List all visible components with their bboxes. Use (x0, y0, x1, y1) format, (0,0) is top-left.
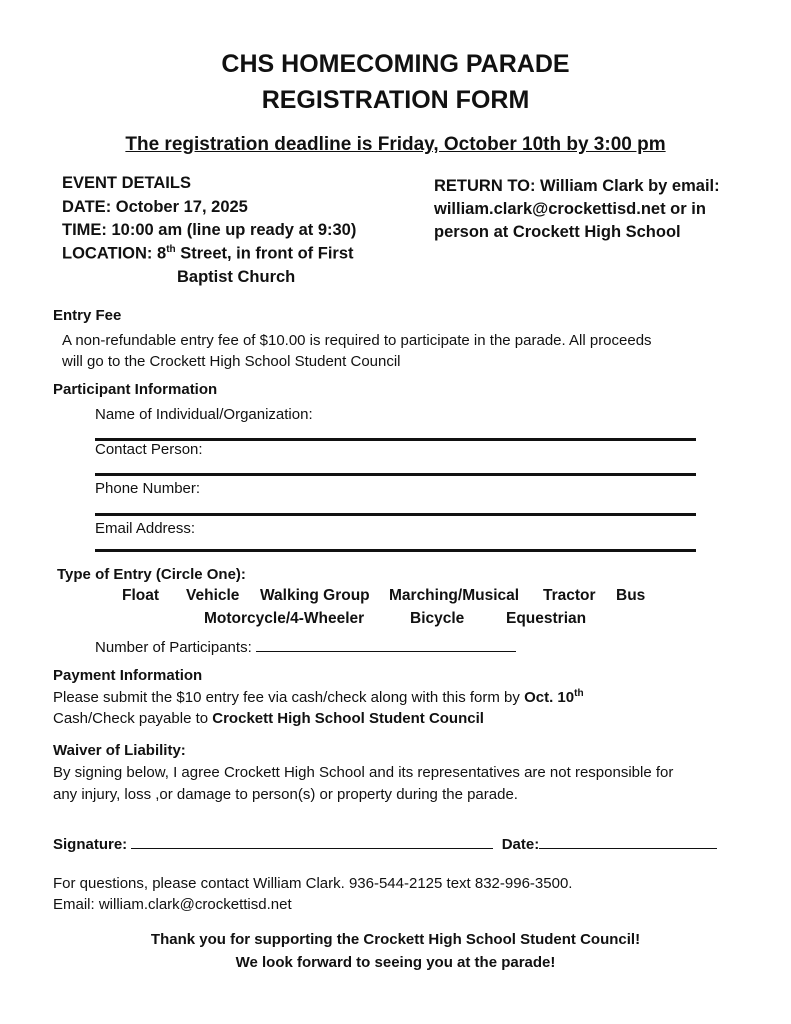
location-text-rest: Street, in front of First (175, 244, 354, 263)
signature-label: Signature: (53, 836, 128, 853)
event-date: DATE: October 17, 2025 (62, 198, 248, 216)
entry-type-heading: Type of Entry (Circle One): (57, 566, 246, 583)
entry-option-walking-group[interactable]: Walking Group (260, 587, 370, 604)
form-title: CHS HOMECOMING PARADE (221, 50, 570, 78)
thanks-line1: Thank you for supporting the Crockett High School Student Council! (150, 931, 641, 948)
payment-line1 (53, 688, 584, 706)
date-field[interactable] (539, 834, 717, 849)
entry-fee-heading: Entry Fee (53, 307, 122, 324)
entry-option-tractor[interactable]: Tractor (543, 587, 596, 604)
payment-text: Please submit the $10 entry fee via cash/check along with this form by (53, 689, 525, 706)
contact-label: Contact Person: (95, 441, 203, 458)
deadline-notice: The registration deadline is Friday, October 10th by 3:00 pm (125, 134, 666, 155)
signature-field[interactable] (131, 834, 493, 849)
name-label: Name of Individual/Organization: (95, 406, 313, 423)
date-label: Date: (501, 836, 540, 853)
participants-field[interactable] (256, 637, 516, 652)
thanks-line2: We look forward to seeing you at the parade! (235, 954, 556, 971)
contact-line2: Email: william.clark@crockettisd.net (53, 896, 292, 913)
return-line1: RETURN TO: William Clark by email: (434, 177, 720, 195)
payment-line2 (53, 710, 484, 727)
participants-count (95, 637, 516, 656)
email-label: Email Address: (95, 520, 196, 537)
return-line3: person at Crockett High School (434, 223, 681, 241)
contact-line1: For questions, please contact William Clark. 936-544-2125 text 832-996-3500. (53, 875, 573, 892)
phone-label: Phone Number: (95, 480, 201, 497)
entry-option-marching[interactable]: Marching/Musical (389, 587, 520, 604)
entry-option-equestrian[interactable]: Equestrian (506, 610, 587, 627)
event-location-line2: Baptist Church (177, 268, 296, 286)
entry-option-bus[interactable]: Bus (616, 587, 646, 604)
event-location (62, 244, 354, 264)
payee: Crockett High School Student Council (212, 710, 484, 727)
payment-heading: Payment Information (53, 667, 203, 684)
entry-option-bicycle[interactable]: Bicycle (410, 610, 465, 627)
signature-row (53, 834, 717, 853)
contact-field[interactable] (95, 473, 696, 476)
payable-text: Cash/Check payable to (53, 710, 213, 727)
entry-fee-line1: A non-refundable entry fee of $10.00 is required to participate in the parade. All proceeds (62, 332, 652, 349)
form-subtitle: REGISTRATION FORM (261, 86, 530, 114)
location-sup: th (166, 244, 176, 255)
email-field[interactable] (95, 549, 696, 552)
event-time: TIME: 10:00 am (line up ready at 9:30) (62, 221, 357, 239)
waiver-line1: By signing below, I agree Crockett High School and its representatives are not responsible for (53, 764, 674, 781)
event-heading: EVENT DETAILS (62, 174, 191, 192)
payment-deadline: Oct. 10 (524, 689, 575, 706)
entry-option-vehicle[interactable]: Vehicle (186, 587, 240, 604)
entry-fee-line2: will go to the Crockett High School Student Council (62, 353, 401, 370)
location-text: LOCATION: 8 (62, 244, 167, 263)
waiver-line2: any injury, loss ,or damage to person(s) or property during the parade. (53, 786, 518, 803)
phone-field[interactable] (95, 513, 696, 516)
participant-heading: Participant Information (53, 381, 218, 398)
entry-option-float[interactable]: Float (122, 587, 160, 604)
payment-sup: th (574, 688, 584, 699)
return-line2: william.clark@crockettisd.net or in (434, 200, 706, 218)
entry-option-motorcycle[interactable]: Motorcycle/4-Wheeler (204, 610, 365, 627)
participants-label: Number of Participants: (95, 639, 252, 656)
waiver-heading: Waiver of Liability: (53, 742, 186, 759)
